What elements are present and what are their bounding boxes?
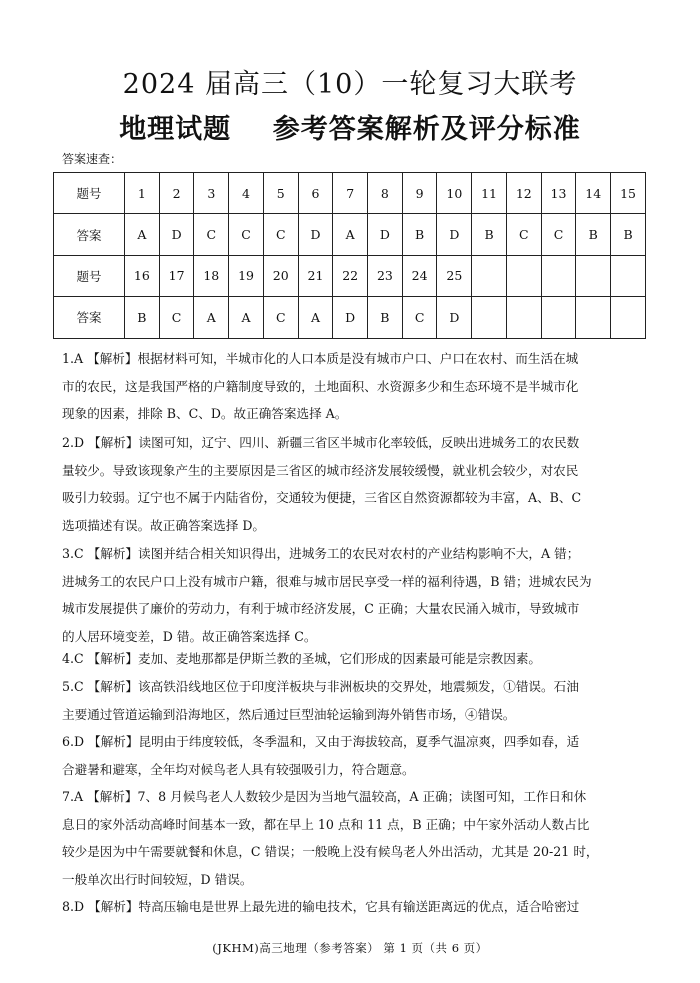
- explanation-line: 5.C 【解析】该高铁沿线地区位于印度洋板块与非洲板块的交界处，地震频发，①错误。石油: [62, 679, 579, 694]
- answer-table-cell: 16: [125, 255, 160, 296]
- document-title: 2024 届高三（10）一轮复习大联考: [122, 69, 578, 100]
- answer-table-cell: [611, 255, 646, 296]
- answer-table-row-label: 答案: [54, 214, 125, 255]
- answer-table-cell: C: [506, 214, 541, 255]
- explanation-line: 6.D 【解析】昆明由于纬度较低，冬季温和，又由于海拔较高，夏季气温凉爽，四季如春，适: [62, 734, 580, 749]
- answer-table-row-label: 答案: [54, 297, 125, 338]
- answer-table-cell: D: [333, 297, 368, 338]
- answer-table-cell: D: [368, 214, 403, 255]
- answer-table-cell: B: [125, 297, 160, 338]
- explanation-line: 主要通过管道运输到沿海地区，然后通过巨型油轮运输到海外销售市场，④错误。: [62, 706, 516, 722]
- explanation-line: 选项描述有误。故正确答案选择 D。: [62, 517, 266, 533]
- explanation-paragraph: [62, 645, 642, 673]
- answer-table-cell: 3: [194, 173, 229, 214]
- explanation-line: 进城务工的农民户口上没有城市户籍，很难与城市居民享受一样的福利待遇，B 错；进城农民为: [62, 573, 592, 589]
- explanation-paragraph: [62, 728, 642, 783]
- answer-table-cell: A: [125, 214, 160, 255]
- answer-table-cell: B: [368, 297, 403, 338]
- answer-table-cell: 8: [368, 173, 403, 214]
- answer-table-cell: 19: [229, 255, 264, 296]
- answer-table-cell: 10: [437, 173, 472, 214]
- explanation-line: 2.D 【解析】读图可知，辽宁、四川、新疆三省区半城市化率较低，反映出进城务工的农民数: [62, 435, 580, 450]
- answer-table-cell: [611, 297, 646, 338]
- answer-table-cell: D: [298, 214, 333, 255]
- answer-table-cell: 1: [125, 173, 160, 214]
- explanation-paragraph: [62, 540, 642, 650]
- answer-table-cell: B: [472, 214, 507, 255]
- answer-table: [53, 172, 646, 339]
- explanation-line: 3.C 【解析】读图并结合相关知识得出，进城务工的农民对农村的产业结构影响不大，A 错；: [62, 546, 580, 561]
- answer-table-cell: 18: [194, 255, 229, 296]
- answer-table-cell: C: [541, 214, 576, 255]
- answer-table-cell: [506, 297, 541, 338]
- explanation-line: 市的农民，这是我国严格的户籍制度导致的，土地面积、水资源多少和生态环境不是半城市化: [62, 378, 579, 394]
- answer-table-cell: B: [576, 214, 611, 255]
- explanation-paragraph: [62, 429, 642, 539]
- explanation-line: 吸引力较弱。辽宁也不属于内陆省份，交通较为便捷，三省区自然资源都较为丰富，A、B、C: [62, 490, 582, 506]
- explanation-line: 的人居环境变差，D 错。故正确答案选择 C。: [62, 628, 317, 644]
- answer-table-cell: D: [437, 214, 472, 255]
- answer-table-cell: 7: [333, 173, 368, 214]
- answer-table-row: [54, 255, 646, 296]
- answer-table-cell: 9: [402, 173, 437, 214]
- answer-table-cell: [541, 297, 576, 338]
- explanation-line: 4.C 【解析】麦加、麦地那都是伊斯兰教的圣城，它们形成的因素最可能是宗教因素。: [62, 651, 542, 666]
- explanation-line: 一般单次出行时间较短，D 错误。: [62, 871, 253, 887]
- answer-table-cell: [576, 255, 611, 296]
- explanation-line: 较少是因为中午需要就餐和休息，C 错误；一般晚上没有候鸟老人外出活动，尤其是 20-21 时，: [62, 844, 599, 860]
- answer-table-row: [54, 214, 646, 255]
- answer-table-cell: 5: [263, 173, 298, 214]
- answer-table-cell: [541, 255, 576, 296]
- answer-table-cell: 20: [263, 255, 298, 296]
- explanation-paragraph: [62, 893, 642, 921]
- explanation-line: 城市发展提供了廉价的劳动力，有利于城市经济发展，C 正确；大量农民涌入城市，导致城市: [62, 601, 580, 617]
- answer-table-cell: A: [229, 297, 264, 338]
- answer-table-cell: C: [194, 214, 229, 255]
- answer-table-row: [54, 173, 646, 214]
- answer-table-row: [54, 297, 646, 338]
- answer-table-cell: A: [194, 297, 229, 338]
- answer-table-cell: A: [298, 297, 333, 338]
- answer-table-cell: 13: [541, 173, 576, 214]
- answer-table-cell: [472, 297, 507, 338]
- explanation-line: 量较少。导致该现象产生的主要原因是三省区的城市经济发展较缓慢，就业机会较少，对农民: [62, 462, 579, 478]
- answer-table-cell: 6: [298, 173, 333, 214]
- explanation-line: 合避暑和避寒，全年均对候鸟老人具有较强吸引力，符合题意。: [62, 761, 415, 777]
- answer-table-cell: 11: [472, 173, 507, 214]
- answer-table-row-label: 题号: [54, 255, 125, 296]
- answer-table-cell: C: [402, 297, 437, 338]
- answer-table-cell: B: [402, 214, 437, 255]
- explanation-line: 7.A 【解析】7、8 月候鸟老人人数较少是因为当地气温较高，A 正确；读图可知，工作日和休: [62, 789, 587, 804]
- answer-table-cell: C: [159, 297, 194, 338]
- answer-table-cell: 12: [506, 173, 541, 214]
- explanation-line: 1.A 【解析】根据材料可知，半城市化的人口本质是没有城市户口、户口在农村、而生活在城: [62, 351, 579, 366]
- answer-table-cell: D: [437, 297, 472, 338]
- answer-table-cell: C: [263, 297, 298, 338]
- explanation-paragraph: [62, 783, 642, 893]
- answer-table-cell: [576, 297, 611, 338]
- answer-table-cell: 22: [333, 255, 368, 296]
- answer-table-cell: 24: [402, 255, 437, 296]
- answer-table-cell: D: [159, 214, 194, 255]
- page-footer: (JKHM)高三地理（参考答案） 第 1 页（共 6 页）: [212, 941, 488, 955]
- answer-table-cell: [472, 255, 507, 296]
- answer-table-row-label: 题号: [54, 173, 125, 214]
- explanation-line: 息日的家外活动高峰时间基本一致，都在早上 10 点和 11 点，B 正确；中午家外活动人数占比: [62, 816, 590, 832]
- answer-table-cell: C: [263, 214, 298, 255]
- answer-table-cell: 23: [368, 255, 403, 296]
- explanation-line: 8.D 【解析】特高压输电是世界上最先进的输电技术，它具有输送距离远的优点，适合哈密过: [62, 899, 580, 914]
- document-subtitle: 地理试题 参考答案解析及评分标准: [119, 114, 581, 145]
- answer-table-cell: 17: [159, 255, 194, 296]
- explanation-paragraph: [62, 673, 642, 728]
- answer-table-cell: 25: [437, 255, 472, 296]
- answer-table-cell: 14: [576, 173, 611, 214]
- quick-answer-label: 答案速查：: [62, 152, 123, 166]
- explanation-line: 现象的因素，排除 B、C、D。故正确答案选择 A。: [62, 406, 348, 422]
- answer-table-cell: B: [611, 214, 646, 255]
- answer-table-cell: C: [229, 214, 264, 255]
- answer-table-cell: [506, 255, 541, 296]
- answer-table-cell: 15: [611, 173, 646, 214]
- answer-table-cell: 2: [159, 173, 194, 214]
- answer-table-cell: A: [333, 214, 368, 255]
- explanation-paragraph: [62, 345, 642, 428]
- answer-table-cell: 21: [298, 255, 333, 296]
- answer-table-cell: 4: [229, 173, 264, 214]
